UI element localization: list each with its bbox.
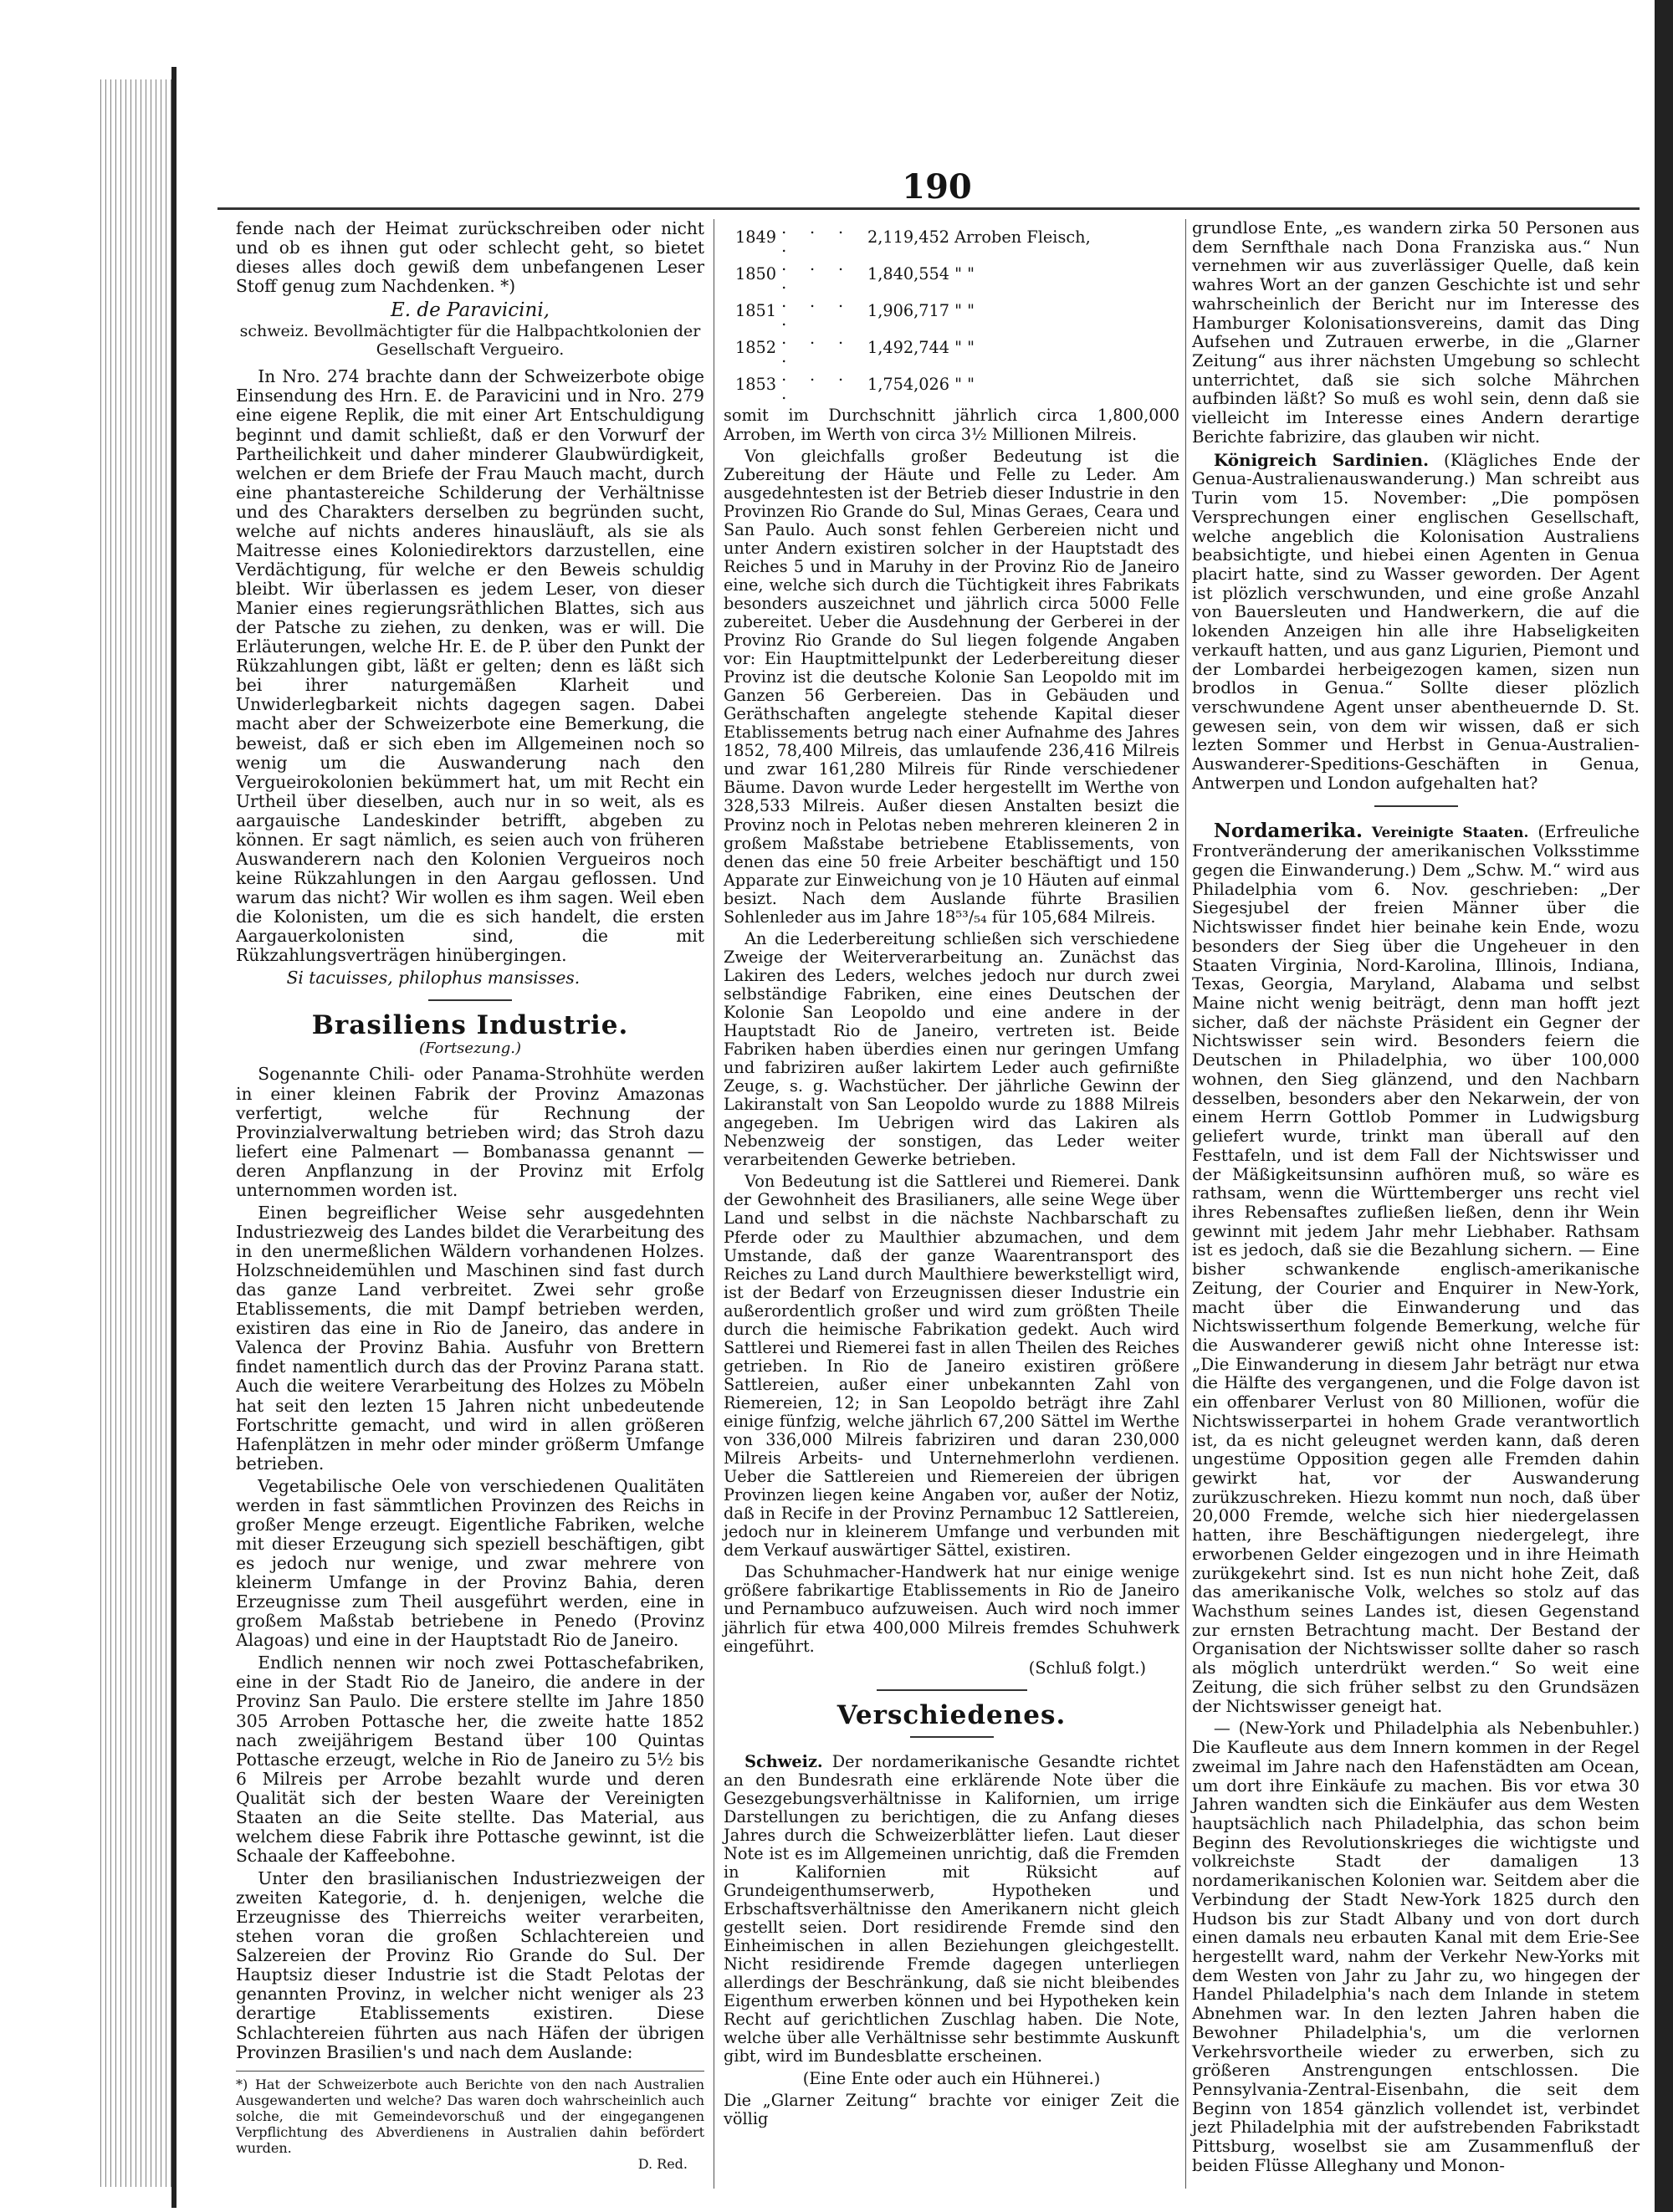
paragraph: Einen begreiflicher Weise sehr ausgedehnten Industriezweig des Landes bildet die Verarbeitung des in den unermeßlichen Wäldern vorhandenen Holzes. Holzschneidemühlen und Maschinen sind fast durch das ganze Land verbreitet. Zwei sehr große Etablissements, die mit Dampf betrieben werden, existiren das eine in Rio de Janeiro, das andere in Valenca der Provinz Bahia. Ausfuhr von Brettern findet namentlich durch das der Provinz Parana statt. Auch die weitere Verarbeitung des Holzes zu Möbeln hat seit den lezten 15 Jahren nicht unbedeutende Fortschritte gemacht, und wird in allen größeren Hafenplätzen in mehr oder minder größerm Umfange betrieben. bbox=[236, 1202, 704, 1474]
table-row bbox=[735, 219, 1096, 256]
table-row bbox=[735, 293, 1096, 330]
table-cell-dots: . . . . bbox=[781, 292, 849, 330]
news-text: (Klägliches Ende der Genua-Australienauswanderung.) Man schreibt aus Turin vom 15. November: „Die pompösen Versprechungen einer englischen Gesellschaft, welche angeblich die Kolonisation Australiens beabsichtigte, und hiebei einen Agenten in Genua placirt hatte, sind zu Wasser geworden. Der Agent ist plözlich verschwunden, und eine große Anzahl von Bauersleuten und Handwerkern, die auf die lokenden Anzeigen hin alle ihre Habseligkeiten verkauft hatten, und aus ganz Ligurien, Piemont und der Lombardei herbeigezogen kamen, sizen nun brodlos in Genua.“ Sollte dieser plözlich verschwundene Agent unser abentheuernde D. St. gewesen sein, von dem wir wissen, daß er sich lezten Sommer und Herbst in Genua-Australien-Auswanderer-Speditions-Geschäften in Genua, Antwerpen und London aufgehalten hat? bbox=[1192, 450, 1640, 793]
table-cell-unit: Arroben Fleisch, bbox=[954, 227, 1091, 248]
table-cell-amount: 1,906,717 bbox=[867, 301, 950, 321]
paragraph: grundlose Ente, „es wandern zirka 50 Personen aus dem Sernfthale nach Dona Franziska aus.“ Nun vernehmen wir aus zuverlässiger Quelle, daß kein wahres Wort an der ganzen Geschichte ist und sehr wahrscheinlich der Bericht nur im Interesse des Hamburger Kolonisationsvereins, damit das Ding Aufsehen und Zutrauen erwerbe, in die „Glarner Zeitung“ aus ihrer nächsten Umgebung so schlecht unterrichtet, daß sie sich solche Mährchen aufbinden läßt? So muß es wohl sein, denn daß sie vielleicht im Interesse eines Andern derartige Berichte fabrizire, das glauben wir nicht. bbox=[1192, 218, 1640, 447]
footnote bbox=[236, 2071, 704, 2172]
column-1 bbox=[236, 219, 704, 2172]
table-row bbox=[735, 366, 1096, 403]
separator-rule bbox=[877, 1689, 1027, 1691]
editorial-reply: In Nro. 274 brachte dann der Schweizerbote obige Einsendung des Hrn. E. de Paravicini und in Nro. 279 eine eigene Replik, die mit einer Art Entschuldigung beginnt und damit schließt, daß er den Vorwurf der Partheilichkeit und daher minderer Glaubwürdigkeit, welchen er dem Briefe der Frau Mauch macht, durch eine phantastereiche Schilderung der Verhältnisse und des Charakters derselben zu begründen sucht, welche auf nichts anderes hinausläuft, als sie als Maitresse eines Koloniedirektors darzustellen, eine Verdächtigung, für welche er den Beweis schuldig bleibt. Wir überlassen es jedem Leser, von dieser Manier eines regierungsräthlichen Blattes, sich aus der Patsche zu ziehen, zu denken, was er will. Die Erläuterungen, welche Hr. E. de P. über den Punkt der Rükzahlungen gibt, läßt er gelten; denn es läßt sich bei ihrer naturgemäßen Klarheit und Unwiderlegbarkeit nichts dagegen sagen. Dabei macht aber der Schweizerbote eine Bemerkung, die beweist, daß er sich eben im Allgemeinen noch so wenig um die Auswanderung nach den Vergueirokolonien bekümmert hat, um mit Recht ein Urtheil über dieselben, auch nur in so weit, als es aargauische Landeskinder betrifft, abgeben zu können. Er sagt nämlich, es seien auch von früheren Auswanderern nach den Kolonien Vergueiros noch keine Rükzahlungen in den Aargau geflossen. Und warum das nicht? Wir wollen es ihm sagen. Weil eben die Kolonisten, um die es sich handelt, die ersten Aargauerkolonisten sind, die mit Rükzahlungsverträgen hinübergingen. bbox=[236, 366, 704, 966]
paragraph: Vegetabilische Oele von verschiedenen Qualitäten werden in fast sämmtlichen Provinzen des Reichs in großer Menge erzeugt. Eigentliche Fabriken, welche mit dieser Erzeugung sich speziell beschäftigen, gibt es jedoch nur wenige, und zwar mehrere von kleinerm Umfange in der Provinz Bahia, deren Erzeugnisse zum Theil ausgeführt werden, eine in großem Maßstab betriebene in Penedo (Provinz Alagoas) und eine in der Hauptstadt Rio de Janeiro. bbox=[236, 1475, 704, 1651]
export-table bbox=[735, 219, 1096, 403]
paragraph: Das Schuhmacher-Handwerk hat nur einige wenige größere fabrikartige Etablissements in Rio de Janeiro und Pernambuco aufzuweisen. Auch wird noch immer jährlich für etwa 400,000 Milreis fremdes Schuhwerk eingeführt. bbox=[724, 1562, 1179, 1656]
news-text: (Erfreuliche Frontveränderung der amerikanischen Volksstimme gegen die Einwanderung.) Dem „Schw. M.“ wird aus Philadelphia vom 6. Nov. geschrieben: „Der Siegesjubel der freien Männer über die Nichtswisser findet hier beinahe kein Ende, wozu besonders der Sieg über die Ungeheuer in den Staaten Virginia, Nord-Karolina, Illinois, Indiana, Texas, Georgia, Maryland, Alabama und selbst Maine nicht wenig beiträgt, denn man hofft jezt sicher, daß der nächste Präsident ein Gegner der Nichtswisser sein wird. Besonders feiern die Deutschen in Philadelphia, wo über 100,000 wohnen, den Sieg glänzend, und den Nachbarn desselben, besonders aber den Nekarwein, der von einem Herrn Gottlob Pommer in Ludwigsburg geliefert wurde, trinkt man überall auf den Festtafeln, und ist dem Fall der Nichtswisser und der Mäßigkeitsunsinn aufhören muß, so wäre es rathsam, wenn die Württemberger uns recht viel ihres Rebensaftes zufließen ließen, denn ihr Wein gewinnt mit jedem Jahr mehr Liebhaber. Rathsam ist es jedoch, daß sie die Bezahlung sichern. — Eine bisher schwankende englisch-amerikanische Zeitung, der Courier and Enquirer in New-York, macht über die Einwanderung und das Nichtswisserthum folgende Bemerkung, welche für die Auswanderer gewiß nicht ohne Interesse ist: „Die Einwanderung in diesem Jahr beträgt nur etwa die Hälfte des vergangenen, und die Folge davon ist ein offenbarer Verlust von 80 Millionen, wofür die Nichtswisserpartei in hohem Grade verantwortlich ist, da es nicht geleugnet werden kann, daß deren ungestüme Opposition gegen alle Fremden dahin gewirkt hat, vor der Auswanderung zurükzuschreken. Hiezu kommt nun noch, daß über 20,000 Fremde, welche sich hier niedergelassen hatten, ihre Beschäftigungen niedergelegt, ihre erworbenen Gelder eingezogen und in ihre Heimath zurükgekehrt sind. Ist es nun nicht hohe Zeit, daß das amerikanische Volk, welches so stolz auf das Wachsthum seines Landes ist, diesen Gegenstand zur ernsten Betrachtung macht. Der Bestand der Organisation der Nichtswisser sollte daher so rasch als möglich unterdrükt werden.“ So weit eine Zeitung, die sich früher selbst zu den Grundsäzen der Nichtswisser geneigt hat. bbox=[1192, 821, 1640, 1716]
paragraph: — (New-York und Philadelphia als Nebenbuhler.) Die Kaufleute aus dem Innern kommen in der Regel zweimal im Jahre nach den Hafenstädten am Ocean, um dort ihre Einkäufe zu machen. Bis vor etwa 30 Jahren wandten sich die Einkäufer aus dem Westen hauptsächlich nach Philadelphia, das schon beim Beginn des Revolutionskrieges die wichtigste und volkreichste Stadt der damaligen 13 nordamerikanischen Kolonien war. Seitdem aber die Verbindung der Stadt New-York 1825 durch den Hudson bis zur Stadt Albany und von dort durch einen damals neu erbauten Kanal mit dem Erie-See hergestellt ward, nahm der Verkehr New-Yorks mit dem Westen von Jahr zu Jahr zu, wo hingegen der Handel Philadelphia's nach dem Inlande in stetem Abnehmen war. In den lezten Jahren haben die Bewohner Philadelphia's, um die verlornen Verkehrsvortheile wieder zu erwerben, sich zu größeren Anstrengungen entschlossen. Die Pennsylvania-Zentral-Eisenbahn, die seit dem Beginn von 1854 gänzlich vollendet ist, verbindet jezt Philadelphia mit der aufstrebenden Fabrikstadt Pittsburg, woselbst sie am Zusammenfluß der beiden Flüsse Alleghany und Monon- bbox=[1192, 1719, 1640, 2175]
footnote-text: *) Hat der Schweizerbote auch Berichte von den nach Australien Ausgewanderten und welche? Das waren doch wahrscheinlich auch solche, die mit Gemeindevorschuß und der eingegangenen Verpflichtung des Abverdienens in Australien dahin befördert wurden. bbox=[236, 2076, 704, 2156]
article-continuation: fende nach der Heimat zurückschreiben oder nicht und ob es ihnen gut oder schlecht geht, so bietet dieses alles doch gewiß dem unbefangenen Leser Stoff genug zum Nachdenken. *) bbox=[236, 218, 704, 297]
table-cell-dots: . . . . bbox=[781, 218, 849, 257]
footnote-signature: D. Red. bbox=[637, 2155, 688, 2172]
table-row bbox=[735, 256, 1096, 293]
section-heading-verschiedenes: Verschiedenes. bbox=[836, 1699, 1067, 1730]
table-cell-year: 1849 bbox=[735, 227, 777, 248]
table-cell-amount: 2,119,452 bbox=[867, 227, 950, 248]
paragraph: Sogenannte Chili- oder Panama-Strohhüte werden in einer kleinen Fabrik der Provinz Amazonas verfertigt, welche für Rechnung der Provinzialverwaltung betrieben wird; das Stroh dazu liefert eine Palmenart — Bombanassa genannt — deren Anpflanzung in der Provinz mit Erfolg unternommen worden ist. bbox=[236, 1064, 704, 1200]
news-lead: Schweiz. bbox=[744, 1751, 823, 1771]
continuation-note: (Schluß folgt.) bbox=[1028, 1658, 1146, 1678]
table-cell-amount: 1,754,026 bbox=[867, 375, 950, 395]
page-number: 190 bbox=[902, 167, 972, 207]
scan-edge bbox=[1655, 0, 1673, 2212]
table-cell-dots: . . . . bbox=[781, 329, 849, 367]
signature-name: E. de Paravicini, bbox=[391, 299, 550, 322]
news-sublead: Vereinigte Staaten. bbox=[1371, 824, 1529, 841]
section-subheading: (Fortsezung.) bbox=[418, 1040, 522, 1058]
column-divider bbox=[1185, 219, 1186, 2189]
separator-rule bbox=[910, 1736, 994, 1738]
news-text: Die „Glarner Zeitung“ brachte vor einiger Zeit die völlig bbox=[724, 2090, 1179, 2128]
column-2 bbox=[724, 219, 1179, 2132]
table-cell-amount: 1,492,744 bbox=[867, 338, 950, 358]
table-cell-dots: . . . . bbox=[781, 365, 849, 404]
table-cell-unit: " " bbox=[954, 264, 975, 284]
latin-quote: Si tacuisses, philophus mansisses. bbox=[286, 968, 581, 989]
news-item-schweiz bbox=[724, 1753, 1179, 2066]
page-stack-edges bbox=[100, 79, 171, 2187]
paragraph: Unter den brasilianischen Industriezweigen der zweiten Kategorie, d. h. denjenigen, welche die Erzeugnisse des Thierreichs weiter verarbeiten, stehen voran die großen Schlachtereien und Salzereien der Provinz Rio Grande do Sul. Der Hauptsiz dieser Industrie ist die Stadt Pelotas der genannten Provinz, in welcher nicht weniger als 23 derartige Etablissements existiren. Diese Schlachtereien führten aus nach Häfen der übrigen Provinzen Brasilien's und nach dem Auslande: bbox=[236, 1868, 704, 2062]
book-spine-shadow bbox=[171, 67, 177, 2208]
section-heading-brasiliens-industrie: Brasiliens Industrie. bbox=[311, 1010, 629, 1041]
table-cell-year: 1851 bbox=[735, 301, 777, 321]
paragraph: Von Bedeutung ist die Sattlerei und Riemerei. Dank der Gewohnheit des Brasilianers, alle seine Wege über Land und selbst in die nächste Nachbarschaft zu Pferde oder zu Maulthier abzumachen, und dem Umstande, daß der ganze Waarentransport des Reiches zu Land durch Maulthiere bewerkstelligt wird, ist der Bedarf von Erzeugnissen dieser Industrie ein außerordentlich großer und wird zum größten Theile durch die heimische Fabrikation gedekt. Auch wird Sattlerei und Riemerei fast in allen Theilen des Reiches getrieben. In Rio de Janeiro existiren größere Sattlereien, außer einer unbekannten Zahl von Riemereien, 12; in San Leopoldo beträgt ihre Zahl einige fünfzig, welche jährlich 67,200 Sättel im Werthe von 336,000 Milreis fabriziren und daran 230,000 Milreis Arbeits- und Unternehmerlohn verdienen. Ueber die Sattlereien und Riemereien der übrigen Provinzen liegen keine Angaben vor, außer der Notiz, daß in Recife in der Provinz Pernambuc 12 Sattlereien, jedoch nur in kleinerem Umfange und verbunden mit dem Verkauf auswärtiger Sättel, existiren. bbox=[724, 1172, 1179, 1561]
table-cell-unit: " " bbox=[954, 375, 975, 395]
column-3 bbox=[1192, 219, 1640, 2179]
news-item-sardinien bbox=[1192, 451, 1640, 794]
table-cell-year: 1850 bbox=[735, 264, 777, 284]
news-item-nordamerika bbox=[1192, 819, 1640, 1717]
paragraph: somit im Durchschnitt jährlich circa 1,800,000 Arroben, im Werth von circa 3½ Millionen Milreis. bbox=[724, 406, 1179, 444]
news-item-title: (Eine Ente oder auch ein Hühnerei.) bbox=[802, 2068, 1101, 2088]
header-rule bbox=[217, 207, 1640, 210]
separator-rule bbox=[428, 999, 512, 1001]
table-row bbox=[735, 330, 1096, 366]
separator-rule bbox=[1374, 805, 1458, 807]
news-lead: Königreich Sardinien. bbox=[1213, 449, 1429, 470]
signature-title: schweiz. Bevollmächtigter für die Halbpachtkolonien der Gesellschaft Vergueiro. bbox=[239, 322, 701, 360]
table-cell-dots: . . . . bbox=[781, 255, 849, 294]
table-cell-unit: " " bbox=[954, 338, 975, 358]
news-lead: Nordamerika. bbox=[1213, 819, 1363, 842]
table-cell-year: 1853 bbox=[735, 375, 777, 395]
paragraph: Endlich nennen wir noch zwei Pottaschefabriken, eine in der Stadt Rio de Janeiro, die andere in der Provinz San Paulo. Die erstere stellte im Jahre 1850 305 Arroben Pottasche her, die zweite hatte 1852 nach zweijährigem Bestand über 100 Quintas Pottasche erzeugt, welche in Rio de Janeiro zu 5½ bis 6 Milreis per Arrobe bezahlt wurde und deren Qualität sich der besten Waare der Vereinigten Staaten an die Seite stellte. Das Material, aus welchem diese Fabrik ihre Pottasche gewinnt, ist die Schaale der Kaffeebohne. bbox=[236, 1653, 704, 1866]
news-text: Der nordamerikanische Gesandte richtet an den Bundesrath eine erklärende Note über die Gesezgebungsverhältnisse in Kalifornien, um irrige Darstellungen zu berichtigen, die zu Anfang dieses Jahres durch die Schweizerblätter liefen. Laut dieser Note ist es im Allgemeinen unrichtig, daß die Fremden in Kalifornien mit Rüksicht auf Grundeigenthumserwerb, Hypotheken und Erbschaftsverhältnisse den Amerikanern nicht gleich gestellt seien. Dort residirende Fremde sind den Einheimischen in allen Beziehungen gleichgestellt. Nicht residirende Fremde dagegen unterliegen allerdings der Beschränkung, daß sie nicht bleibendes Eigenthum erwerben können und bei Hypotheken kein Recht auf gerichtlichen Zuschlag haben. Die Note, welche über alle Verhältnisse sehr bestimmte Auskunft gibt, wird im Bundesblatte erscheinen. bbox=[724, 1751, 1179, 2066]
table-cell-amount: 1,840,554 bbox=[867, 264, 950, 284]
paragraph: Von gleichfalls großer Bedeutung ist die Zubereitung der Häute und Felle zu Leder. Am ausgedehntesten ist der Betrieb dieser Industrie in den Provinzen Rio Grande do Sul, Minas Geraes, Ceara und San Paulo. Auch sonst fehlen Gerbereien nicht und unter Andern existiren solcher in der Hauptstadt des Reiches 5 und in Maruhy in der Provinz Rio de Janeiro eine, welche sich durch die Tüchtigkeit ihres Fabrikats besonders auszeichnet und jährlich circa 5000 Felle zubereitet. Ueber die Ausdehnung der Gerberei in der Provinz Rio Grande do Sul liegen folgende Angaben vor: Ein Hauptmittelpunkt der Lederbereitung dieser Provinz ist die deutsche Kolonie San Leopoldo mit im Ganzen 56 Gerbereien. Das in Gebäuden und Geräthschaften angelegte stehende Kapital dieser Etablissements betrug nach einer Aufnahme des Jahres 1852, 78,400 Milreis, das umlaufende 236,416 Milreis und zwar 161,280 Milreis für Rinde verschiedener Bäume. Davon wurde Leder hergestellt im Werthe von 328,533 Milreis. Außer diesen Anstalten besizt die Provinz noch in Pelotas neben mehreren kleineren 2 in großem Maßstabe betriebene Etablissements, von denen das eine 50 freie Arbeiter beschäftigt und 150 Apparate zur Einweichung von je 10 Häuten auf einmal besizt. Nach dem Auslande führte Brasilien Sohlenleder aus im Jahre 18⁵³/₅₄ für 105,684 Milreis. bbox=[724, 446, 1179, 927]
paragraph: An die Lederbereitung schließen sich verschiedene Zweige der Weiterverarbeitung an. Zunächst das Lakiren des Leders, welches jedoch nur durch zwei selbständige Fabriken, eine eines Deutschen der Kolonie San Leopoldo und eine andere in der Hauptstadt Rio de Janeiro, vertreten ist. Beide Fabriken haben überdies einen nur geringen Umfang und fabriziren außer lakirtem Leder auch gefirnißte Zeuge, s. g. Wachstücher. Der jährliche Gewinn der Lakiranstalt von San Leopoldo wurde zu 1888 Milreis angegeben. Im Uebrigen wird das Lakiren als Nebenzweig der sonstigen, das Leder weiter verarbeitenden Gewerke betrieben. bbox=[724, 928, 1179, 1170]
table-cell-unit: " " bbox=[954, 301, 975, 321]
table-cell-year: 1852 bbox=[735, 338, 777, 358]
